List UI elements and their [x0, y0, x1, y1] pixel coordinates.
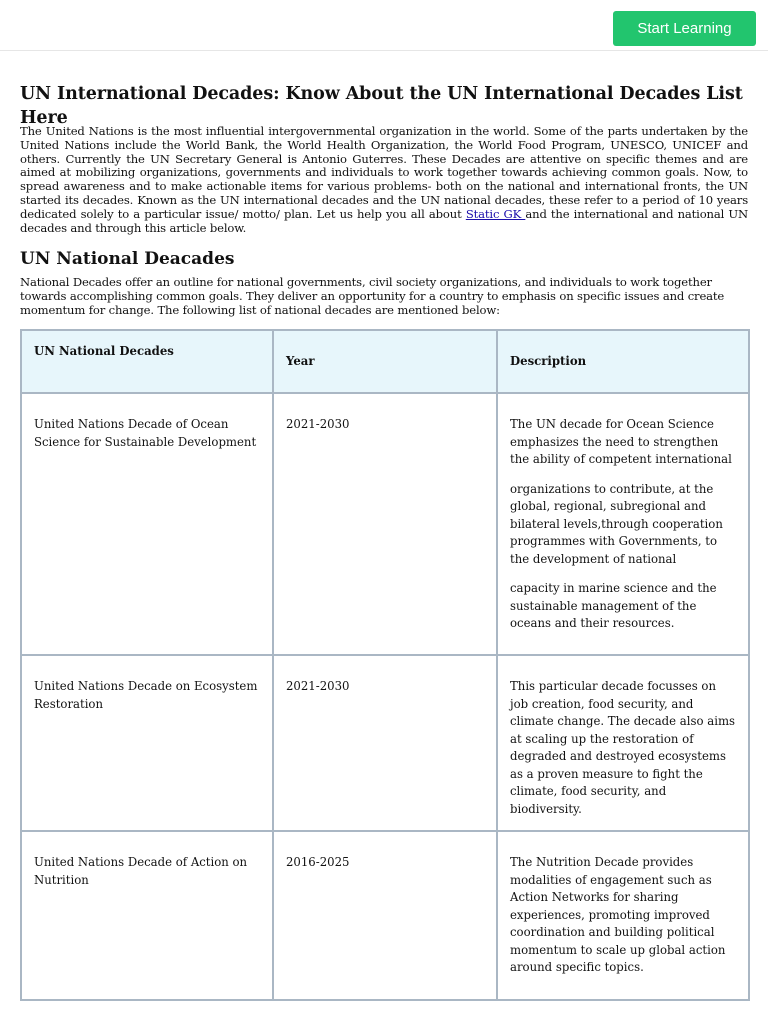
decade-cell: United Nations Decade of Action on Nutrition [21, 831, 273, 1000]
page-title: UN International Decades: Know About the UN International Decades List Here [20, 84, 743, 128]
year-cell: 2021-2030 [273, 655, 497, 831]
intro-text-end: and the international and national UN decades and through this article below. [20, 206, 749, 235]
description-cell [497, 831, 749, 1000]
section-intro: National Decades offer an outline for national governments, civil society organizations, and individuals to work together towards accomplishing common goals. They deliver an opportunity for a country to emphasis on specific issues and create momentum for change. The following list of national decades are mentioned below: [20, 275, 725, 317]
description-cell [497, 655, 749, 831]
description-paragraph: This particular decade focusses on job creation, food security, and climate change. The decade also aims at scaling up the restoration of degraded and destroyed ecosystems as a proven measure to fight the climate, food security, and biodiversity. [510, 679, 736, 816]
static-gk-link[interactable]: Static GK [465, 206, 526, 221]
table-header-row [21, 330, 749, 393]
table-row [21, 831, 749, 1000]
table-row [21, 655, 749, 831]
start-learning-button[interactable]: Start Learning [613, 11, 756, 46]
table-row [21, 393, 749, 655]
description-paragraph: The Nutrition Decade provides modalities of engagement such as Action Networks for sharing experiences, promoting improved coordination and building political momentum to scale up global action around specific topics. [510, 855, 726, 974]
column-header-decades: UN National Decades [21, 330, 273, 393]
section-heading: UN National Deacades [20, 249, 235, 269]
decade-cell: United Nations Decade of Ocean Science for Sustainable Development [21, 393, 273, 655]
column-header-description: Description [497, 330, 749, 393]
description-cell [497, 393, 749, 655]
description-paragraph: The UN decade for Ocean Science emphasizes the need to strengthen the ability of competent international [510, 417, 732, 466]
description-paragraph: capacity in marine science and the sustainable management of the oceans and their resources. [510, 581, 717, 630]
year-cell: 2021-2030 [273, 393, 497, 655]
year-cell: 2016-2025 [273, 831, 497, 1000]
top-bar [0, 0, 768, 51]
description-paragraph: organizations to contribute, at the global, regional, subregional and bilateral levels,through cooperation programmes with Governments, to the development of national [510, 481, 723, 566]
decades-table [20, 329, 750, 1001]
intro-text: The United Nations is the most influential intergovernmental organization in the world. Some of the parts undertaken by the United Nations include the World Bank, the World Health Organization, the World Food Program, UNESCO, UNICEF and others. Currently the UN Secretary General is Antonio Guterres. These Decades are attentive on specific themes and are aimed at mobilizing organizations, governments and individuals to work together towards achieving common goals. Now, to spread awareness and to make actionable items for various problems- both on the national and international fronts, the UN started its decades. Known as the UN international decades and the UN national decades, these refer to a period of 10 years dedicated solely to a particular issue/ motto/ plan. Let us help you all about [20, 124, 748, 221]
decade-cell: United Nations Decade on Ecosystem Restoration [21, 655, 273, 831]
intro-paragraph [20, 125, 748, 235]
column-header-year: Year [273, 330, 497, 393]
